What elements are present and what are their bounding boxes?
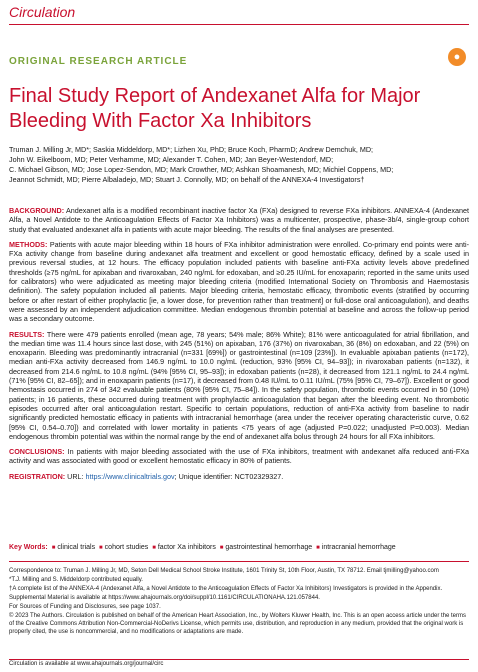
footnote: © 2023 The Authors. Circulation is published on behalf of the American Heart Association, Inc., by Wolters Kluwer Health, Inc. This is an open access article under the terms of the Creative Commons Attribution Non-Commercial-NoDerivs License, which permits use, distribution, and reproduction in any medium, provided that the original work is properly cited, the use is noncommercial, and no modifications or adaptations are made. [9,613,466,635]
author-line: Jeannot Schmidt, MD; Pierre Albaladejo, MD; Stuart J. Connolly, MD; on behalf of the ANNEXA-4 Investigators† [9,175,365,184]
abstract-methods [9,240,469,324]
author-line: John W. Eikelboom, MD; Peter Verhamme, MD; Alexander T. Cohen, MD; Jan Beyer-Westendorf, MD; [9,155,334,164]
keyword-bullet-icon: ■ [152,545,156,551]
keyword-bullet-icon: ■ [51,545,56,551]
background-text: Andexanet alfa is a modified recombinant inactive factor Xa (FXa) designed to reverse FXa inhibitors. ANNEXA-4 (Andexanet Alfa, a Novel Antidote to the Anticoagulation Effects of Factor Xa Inhibitors) was a multicenter, prospective, phase-3b/4, single-group cohort study that evaluated andexanet alfa in patients with acute major bleeding. The results of the final analyses are presented. [9,206,470,234]
footer-rule [9,659,469,660]
keywords [9,544,469,551]
footnote: †A complete list of the ANNEXA-4 (Andexanet Alfa, a Novel Antidote to the Anticoagulation Effects of Factor Xa Inhibitors) Investigators is provided in the Appendix. [9,586,443,592]
registration-prefix: URL: [67,471,86,481]
open-access-icon[interactable]: ● [448,48,466,66]
keyword-bullet-icon: ■ [219,545,224,551]
article-title: Final Study Report of Andexanet Alfa for Major Bleeding With Factor Xa Inhibitors [9,85,421,132]
abstract-conclusions [9,447,469,466]
registration-link[interactable]: https://www.clinicaltrials.gov [85,471,175,481]
keywords-label: Key Words: [9,544,48,551]
registration-id: ; Unique identifier: NCT02329327. [174,471,284,481]
journal-name: Circulation [9,4,76,20]
header-rule [9,24,469,25]
footnote-rule [9,561,469,562]
conclusions-text: In patients with major bleeding associated with the use of FXa inhibitors, treatment with andexanet alfa reduced anti-FXa activity and was associated with good or excellent hemostatic efficacy in 80% of patients. [9,447,469,466]
keyword: clinical trials [57,544,96,551]
conclusions-label: CONCLUSIONS: [9,447,65,457]
keyword-bullet-icon: ■ [99,545,103,551]
article-type: ORIGINAL RESEARCH ARTICLE [9,56,188,67]
abstract-results [9,330,469,442]
footnotes [9,567,469,637]
author-list [9,145,469,185]
registration-label: REGISTRATION: [9,471,66,481]
keyword: factor Xa inhibitors [157,544,216,551]
methods-text: Patients with acute major bleeding within 18 hours of FXa inhibitor administration were enrolled. Co-primary end points were anti-FXa activity change from baseline during andexanet alfa treatment and excellent or good hemostatic efficacy, defined by a scale used in previous reversal studies, at 12 hours. The efficacy population included patients with baseline anti-FXa activity levels above predefined thresholds (≥75 ng/mL for apixaban and rivaroxaban, 240 ng/mL for edoxaban, and ≥0.25 IU/mL for enoxaparin; reported in the same units used for calibrators) who were adjudicated as meeting major bleeding criteria (modified International Society on Thrombosis and Haemostasis definition). The safety population included all patients. Major bleeding criteria, hemostatic efficacy, thrombotic events (stratified by occurring before or after restart of either prophylactic [ie, a lower dose, for prevention rather than treatment] or full-dose oral anticoagulation), and deaths were assessed by an independent adjudication committee. Median endogenous thrombin potential at baseline and across the follow-up period was a secondary outcome. [9,239,470,324]
results-text: There were 479 patients enrolled (mean age, 78 years; 54% male; 86% White); 81% were anticoagulated for atrial fibrillation, and the median time was 11.4 hours since last dose, with 245 (51%) on apixaban, 176 (37%) on rivaroxaban, 36 (8%) on edoxaban, and 22 (5%) on enoxaparin. Bleeding was predominantly intracranial (n=331 [69%]) or gastrointestinal (n=109 [23%]). In evaluable apixaban patients (n=172), median anti-FXa activity decreased from 146.9 ng/mL to 10.0 ng/mL (reduction, 93% [95% CI, 94–93]); in rivaroxaban patients (n=132), it decreased from 214.6 ng/mL to 10.8 ng/mL (94% [95% CI, 95–93]); in edoxaban patients (n=28), it decreased from 121.1 ng/mL to 24.4 ng/mL (71% [95% CI, 82–65]); and in enoxaparin patients (n=17), it decreased from 0.48 IU/mL to 0.11 IU/mL (75% [95% CI, 79–67]). Excellent or good hemostasis occurred in 274 of 342 evaluable patients (80% [95% CI, 75–84]). In the safety population, thrombotic events occurred in 50 (10%) patients; in 16 patients, these occurred during treatment with prophylactic anticoagulation that began after the bleeding event. No thrombotic episodes occurred after oral anticoagulation restart. Specific to certain populations, reduction of anti-FXa activity from baseline to nadir significantly predicted hemostatic efficacy in patients with intracranial hemorrhage (area under the receiver operating characteristic curve, 0.62 [95% CI, 0.54–0.70]) and correlated with lower mortality in patients <75 years of age (adjusted P=0.022; unadjusted P=0.003). Median endogenous thrombin potential was within the normal range by the end of andexanet alfa bolus through 24 hours for all FXa inhibitors. [9,329,469,441]
keyword: intracranial hemorrhage [321,544,396,551]
abstract-registration [9,472,469,481]
keyword: gastrointestinal hemorrhage [225,544,313,551]
abstract [9,206,469,487]
footer-availability: Circulation is available at www.ahajournals.org/journal/circ [9,661,164,667]
footnote: Correspondence to: Truman J. Milling Jr, MD, Seton Dell Medical School Stroke Institute, 1601 Trinity St, 10th Floor, Austin, TX 78712. Email tjmilling@yahoo.com [9,568,439,574]
author-line: C. Michael Gibson, MD; Jose Lopez-Sendon, MD; Mark Crowther, MD; Ashkan Shoamanesh, MD; Michiel Coppens, MD; [9,165,394,174]
abstract-background [9,206,469,234]
methods-label: METHODS: [9,239,48,249]
footnote: For Sources of Funding and Disclosures, see page 1037. [9,604,161,610]
background-label: BACKGROUND: [9,206,65,215]
author-line: Truman J. Milling Jr, MD*; Saskia Middeldorp, MD*; Lizhen Xu, PhD; Bruce Koch, PharmD; Andrew Demchuk, MD; [9,145,374,154]
keyword: cohort studies [104,544,149,551]
results-label: RESULTS: [9,329,45,339]
footnote: Supplemental Material is available at https://www.ahajournals.org/doi/suppl/10.1161/CIRCULATIONAHA.121.057844. [9,595,320,601]
footnote: *T.J. Milling and S. Middeldorp contributed equally. [9,577,143,583]
keyword-bullet-icon: ■ [316,545,320,551]
